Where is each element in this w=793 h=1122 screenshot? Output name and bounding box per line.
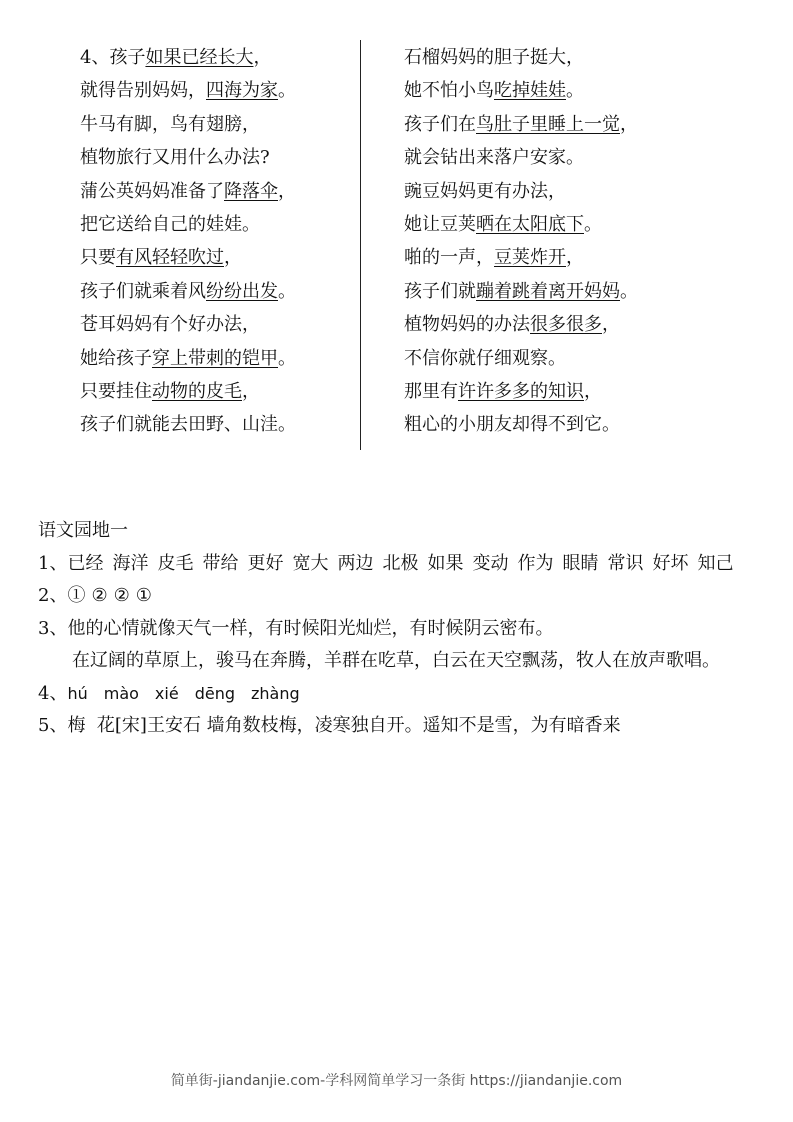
pinyin-syllable: zhàng <box>250 683 300 703</box>
question-4-prefix: 4、 <box>38 682 68 704</box>
poem-left-line-2 <box>80 74 296 107</box>
vocab-word: 好坏 <box>652 552 689 574</box>
question-4 <box>38 678 760 711</box>
circled-answer: ② <box>91 585 108 606</box>
vocab-word: 宽大 <box>292 552 329 574</box>
question-1-words <box>67 553 742 574</box>
question-3-line-2: 在辽阔的草原上，骏马在奔腾，羊群在吃草，白云在天空飘荡，牧人在放声歌唱。 <box>72 650 720 671</box>
underlined-phrase: 豆荚炸开 <box>494 247 566 269</box>
underlined-phrase: 晒在太阳底下 <box>476 213 584 235</box>
vocab-word: 海洋 <box>112 552 149 574</box>
poem-left-column <box>80 41 296 442</box>
poem-right-line-7 <box>404 241 638 274</box>
vocab-word: 变动 <box>472 552 509 574</box>
poem-left-line-1 <box>80 41 296 74</box>
poem-text: 孩子们在 <box>404 113 476 135</box>
poem-text: ， <box>242 380 260 402</box>
vocab-word: 知己 <box>697 552 734 574</box>
question-1 <box>38 548 760 581</box>
underlined-phrase: 纷纷出发 <box>206 280 278 302</box>
poem-text: 。 <box>278 347 296 369</box>
poem-text: 石榴妈妈的胆子挺大， <box>404 47 584 68</box>
poem-text: 粗心的小朋友却得不到它。 <box>404 414 620 436</box>
pinyin-syllable: dēng <box>194 683 235 703</box>
vocab-word: 皮毛 <box>157 552 194 574</box>
poem-right-line-6 <box>404 208 638 241</box>
section-title: 语文园地一 <box>38 520 128 541</box>
poem-left-line-9 <box>80 308 296 341</box>
poem-right-line-4 <box>404 141 638 174</box>
underlined-phrase: 很多很多 <box>530 314 602 336</box>
exercise-section <box>38 515 760 743</box>
underlined-phrase: 降落伞 <box>224 180 278 202</box>
poem-right-line-1 <box>404 41 638 74</box>
underlined-phrase: 四海为家 <box>206 80 278 102</box>
vocab-word: 带给 <box>202 552 239 574</box>
poem-text: 只要挂住 <box>80 380 152 402</box>
poem-text: 她不怕小鸟 <box>404 80 494 102</box>
poem-left-line-6 <box>80 208 296 241</box>
poem-text: ， <box>566 247 584 269</box>
poem-left-line-11 <box>80 375 296 408</box>
poem-text: 牛马有脚，鸟有翅膀， <box>80 113 260 135</box>
question-2 <box>38 580 760 613</box>
pinyin-syllable: xié <box>154 683 179 703</box>
poem-text: 植物旅行又用什么办法? <box>80 147 270 169</box>
question-4-pinyin <box>67 683 315 704</box>
poem-text: 啪的一声， <box>404 247 494 269</box>
question-1-prefix: 1、 <box>38 552 68 574</box>
poem-text: 孩子们就能去田野、山洼。 <box>80 414 296 436</box>
poem-text: 植物妈妈的办法 <box>404 314 530 336</box>
footer-watermark: 简单街-jiandanjie.com-学科网简单学习一条街 https://jiandanjie.com <box>170 1073 623 1089</box>
vocab-word: 作为 <box>517 552 554 574</box>
poem-text: ， <box>584 380 602 402</box>
underlined-phrase: 动物的皮毛 <box>152 380 242 402</box>
poem-right-line-5 <box>404 175 638 208</box>
underlined-phrase: 许许多多的知识 <box>458 380 584 402</box>
question-2-prefix: 2、 <box>38 585 68 606</box>
poem-right-line-3 <box>404 108 638 141</box>
poem-left-line-12 <box>80 408 296 441</box>
poem-left-line-3 <box>80 108 296 141</box>
poem-text: ， <box>602 314 620 336</box>
poem-text: 。 <box>584 213 602 235</box>
poem-text: ， <box>224 247 242 269</box>
vocab-word: 两边 <box>337 552 374 574</box>
poem-text: 就会钻出来落户安家。 <box>404 147 584 169</box>
poem-left-line-7 <box>80 241 296 274</box>
poem-left-line-8 <box>80 275 296 308</box>
underlined-phrase: 蹦着跳着离开妈妈 <box>476 280 620 302</box>
poem-text: 她给孩子 <box>80 347 152 369</box>
pinyin-syllable: hú <box>67 683 88 703</box>
vocab-word: 眼睛 <box>562 552 599 574</box>
question-3-line-1: 3、他的心情就像天气一样，有时候阳光灿烂，有时候阴云密布。 <box>38 617 554 639</box>
question-5: 5、梅 花[宋]王安石 墙角数枝梅，凌寒独自开。遥知不是雪，为有暗香来 <box>38 715 621 736</box>
poem-text: 。 <box>278 80 296 102</box>
poem-text: 不信你就仔细观察。 <box>404 347 566 369</box>
circled-answer: ① <box>67 585 86 606</box>
poem-text: 她让豆荚 <box>404 213 476 235</box>
poem-text: 。 <box>566 80 584 102</box>
column-divider <box>360 40 361 450</box>
poem-right-column <box>404 41 638 442</box>
poem-text: 蒲公英妈妈准备了 <box>80 180 224 202</box>
question-2-answers <box>67 585 157 606</box>
vocab-word: 常识 <box>607 552 644 574</box>
poem-text: 。 <box>620 280 638 302</box>
poem-text: 4、孩子 <box>80 47 146 68</box>
poem-text: ， <box>620 113 638 135</box>
poem-text: 只要 <box>80 247 116 269</box>
poem-text: 孩子们就乘着风 <box>80 280 206 302</box>
poem-text: 。 <box>278 280 296 302</box>
underlined-phrase: 有风轻轻吹过 <box>116 247 224 269</box>
poem-text: 把它送给自己的娃娃。 <box>80 213 260 235</box>
circled-answer: ② <box>113 585 130 606</box>
poem-left-line-4 <box>80 141 296 174</box>
poem-right-line-9 <box>404 308 638 341</box>
poem-text: 苍耳妈妈有个好办法， <box>80 314 260 336</box>
circled-answer: ① <box>135 585 152 606</box>
pinyin-syllable: mào <box>103 683 139 703</box>
vocab-word: 如果 <box>427 552 464 574</box>
underlined-phrase: 吃掉娃娃 <box>494 80 566 102</box>
poem-text: 孩子们就 <box>404 280 476 302</box>
poem-right-line-10 <box>404 342 638 375</box>
underlined-phrase: 如果已经长大 <box>145 47 254 68</box>
poem-left-line-10 <box>80 342 296 375</box>
poem-text: ， <box>253 47 272 68</box>
poem-text: 那里有 <box>404 380 458 402</box>
poem-text: 就得告别妈妈， <box>80 80 206 102</box>
poem-text: ， <box>278 180 296 202</box>
underlined-phrase: 穿上带刺的铠甲 <box>152 347 278 369</box>
vocab-word: 已经 <box>67 552 104 574</box>
poem-right-line-8 <box>404 275 638 308</box>
vocab-word: 更好 <box>247 552 284 574</box>
vocab-word: 北极 <box>382 552 419 574</box>
poem-text: 豌豆妈妈更有办法， <box>404 180 566 202</box>
poem-right-line-2 <box>404 74 638 107</box>
poem-right-line-12 <box>404 408 638 441</box>
poem-left-line-5 <box>80 175 296 208</box>
underlined-phrase: 鸟肚子里睡上一觉 <box>476 113 620 135</box>
poem-right-line-11 <box>404 375 638 408</box>
